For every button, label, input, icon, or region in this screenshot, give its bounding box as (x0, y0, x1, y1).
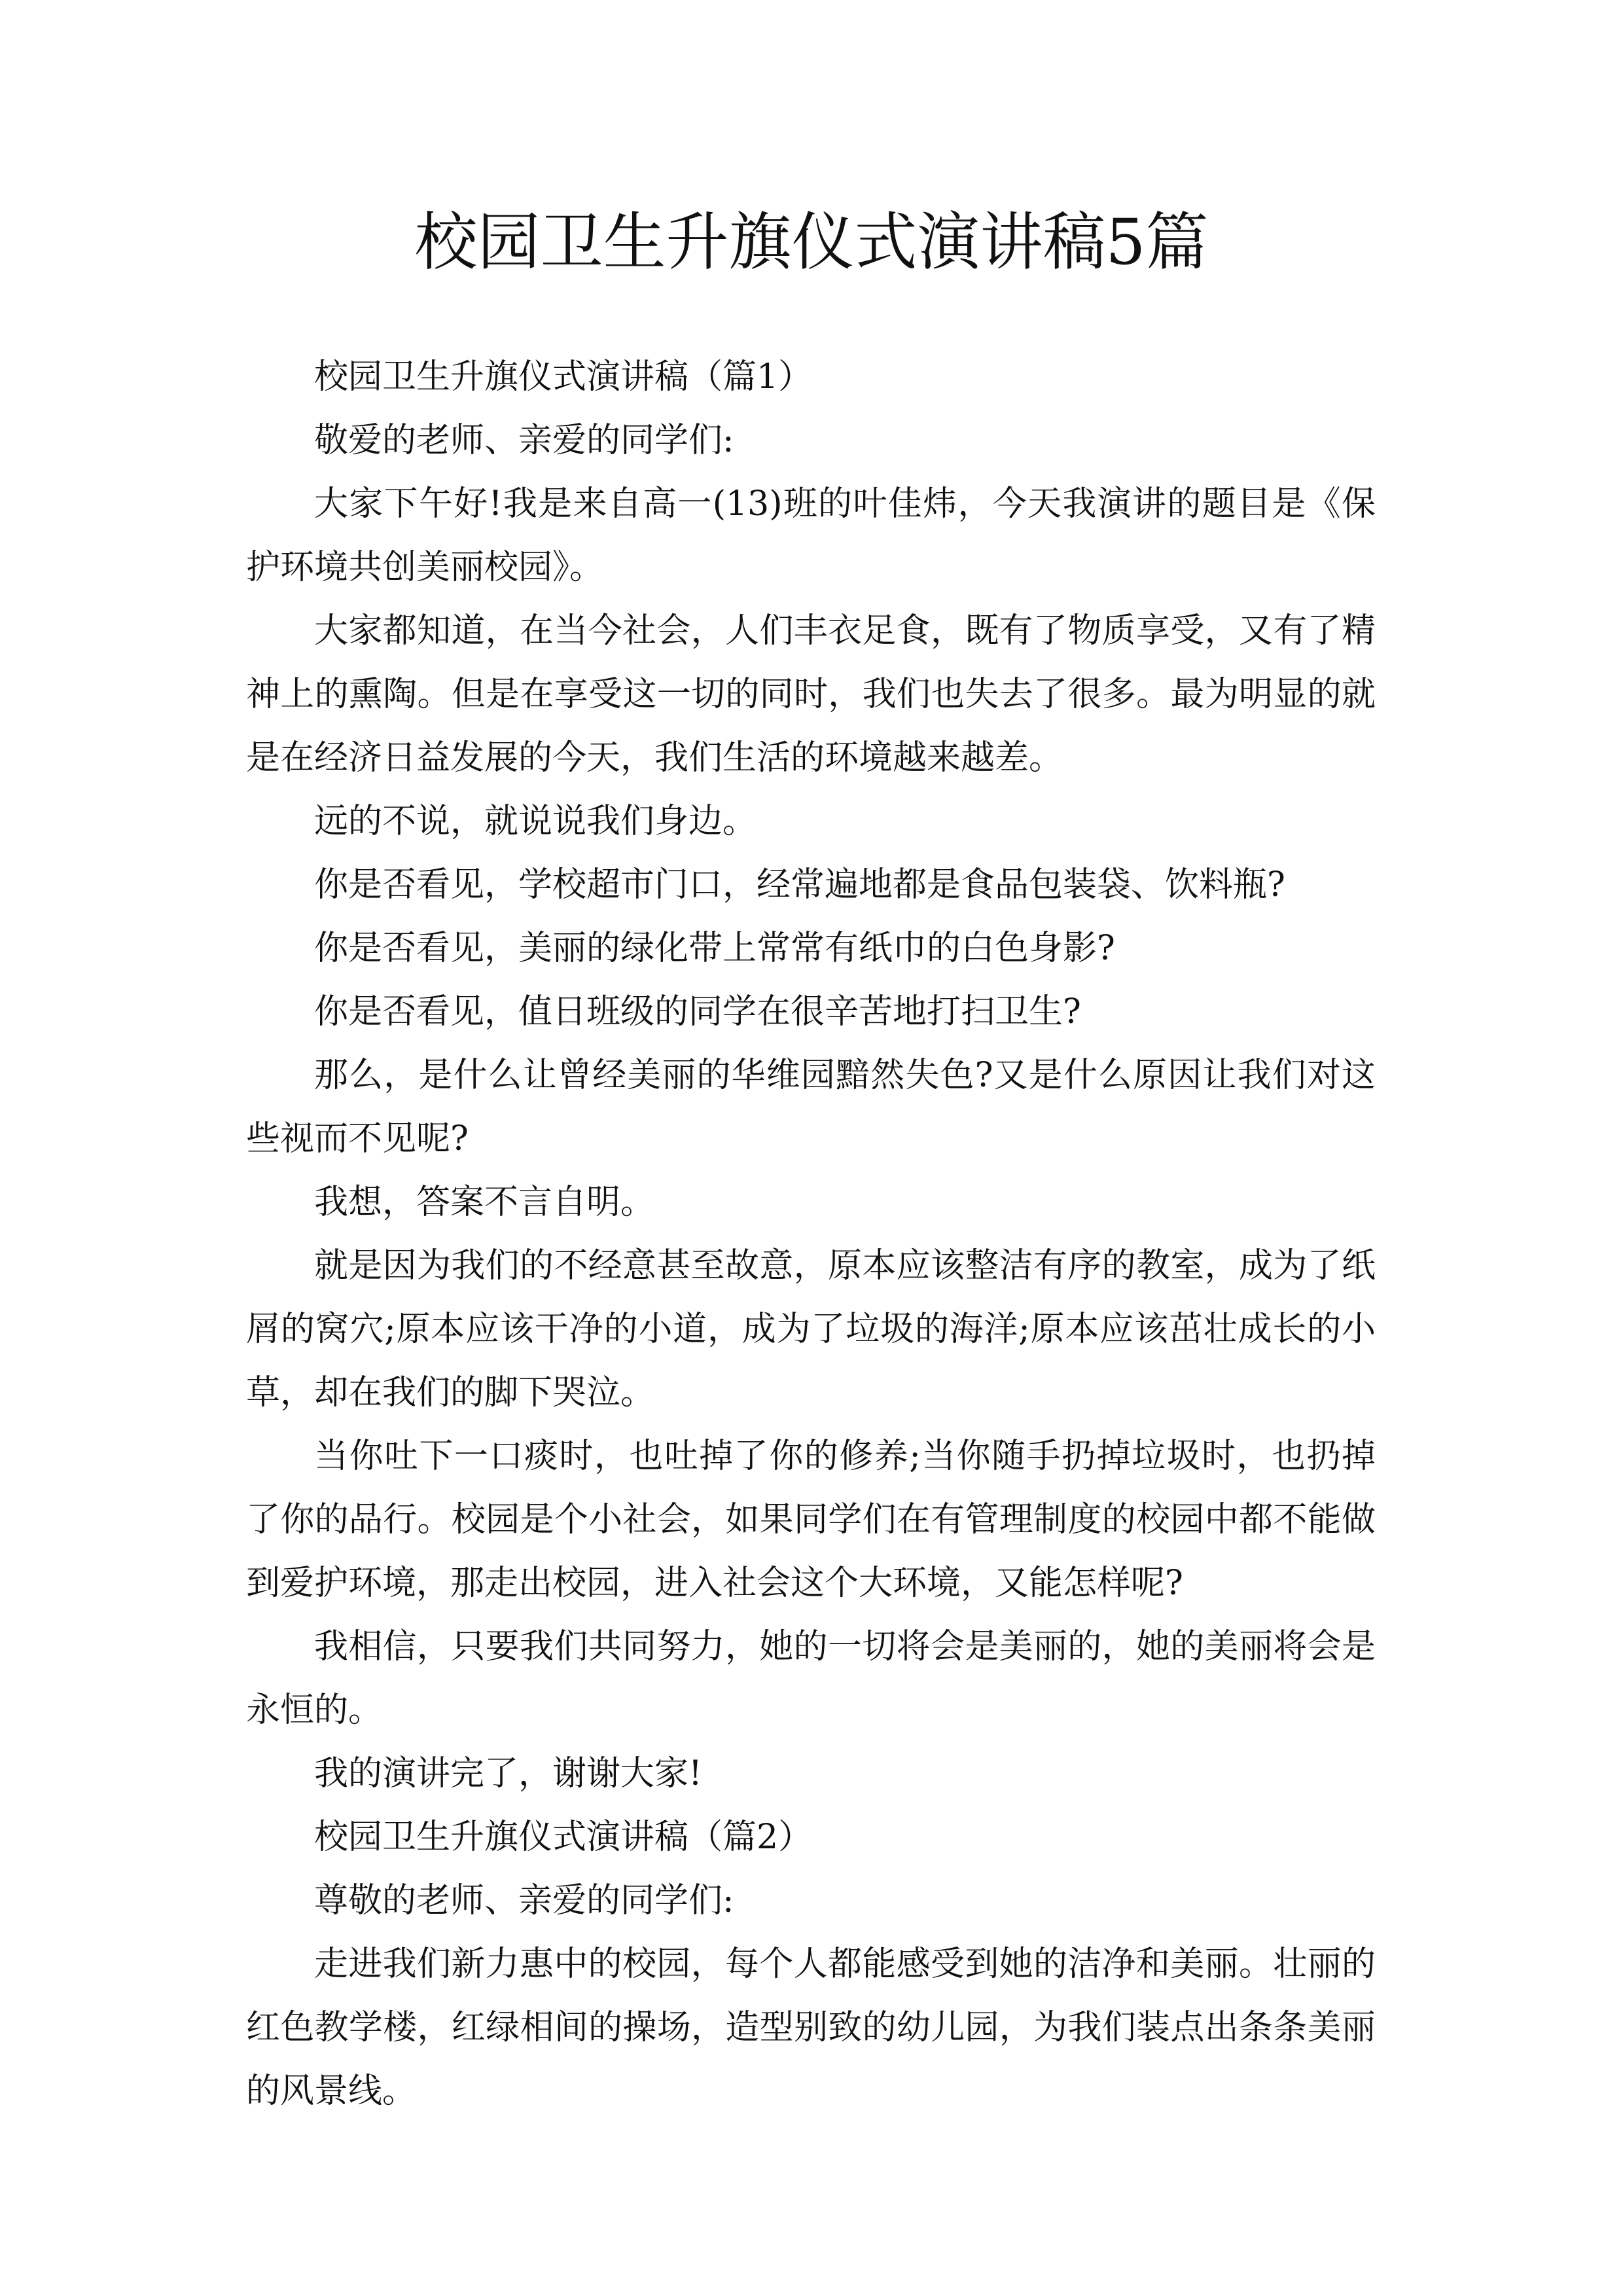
document-body (246, 346, 1376, 2123)
paragraph: 走进我们新力惠中的校园，每个人都能感受到她的洁净和美丽。壮丽的红色教学楼，红绿相间的操场，造型别致的幼儿园，为我们装点出条条美丽的风景线。 (246, 1945, 1376, 2111)
paragraph: 大家都知道，在当今社会，人们丰衣足食，既有了物质享受，又有了精神上的熏陶。但是在享受这一切的同时，我们也失去了很多。最为明显的就是在经济日益发展的今天，我们生活的环境越来越差。 (246, 611, 1376, 778)
paragraph: 大家下午好!我是来自高一(13)班的叶佳炜，今天我演讲的题目是《保护环境共创美丽校园》。 (246, 484, 1376, 587)
paragraph: 我相信，只要我们共同努力，她的一切将会是美丽的，她的美丽将会是永恒的。 (246, 1627, 1376, 1730)
section-heading: 校园卫生升旗仪式演讲稿（篇2） (314, 1818, 813, 1857)
paragraph: 你是否看见，学校超市门口，经常遍地都是食品包装袋、饮料瓶? (314, 865, 1285, 905)
paragraph: 当你吐下一口痰时，也吐掉了你的修养;当你随手扔掉垃圾时，也扔掉了你的品行。校园是个小社会，如果同学们在有管理制度的校园中都不能做到爱护环境，那走出校园，进入社会这个大环境，又能怎样呢? (246, 1437, 1376, 1603)
paragraph: 你是否看见，美丽的绿化带上常常有纸巾的白色身影? (314, 929, 1115, 968)
paragraph: 那么，是什么让曾经美丽的华维园黯然失色?又是什么原因让我们对这些视而不见呢? (246, 1056, 1376, 1158)
section-heading: 校园卫生升旗仪式演讲稿（篇1） (314, 357, 813, 397)
salutation: 敬爱的老师、亲爱的同学们: (314, 421, 734, 460)
paragraph: 就是因为我们的不经意甚至故意，原本应该整洁有序的教室，成为了纸屑的窝穴;原本应该干净的小道，成为了垃圾的海洋;原本应该茁壮成长的小草，却在我们的脚下哭泣。 (246, 1246, 1376, 1412)
paragraph: 我想，答案不言自明。 (314, 1183, 655, 1222)
paragraph: 远的不说，就说说我们身边。 (314, 802, 757, 841)
paragraph: 你是否看见，值日班级的同学在很辛苦地打扫卫生? (314, 992, 1081, 1031)
document-title: 校园卫生升旗仪式演讲稿5篇 (414, 206, 1209, 279)
salutation: 尊敬的老师、亲爱的同学们: (314, 1881, 734, 1920)
paragraph: 我的演讲完了，谢谢大家! (314, 1754, 702, 1793)
